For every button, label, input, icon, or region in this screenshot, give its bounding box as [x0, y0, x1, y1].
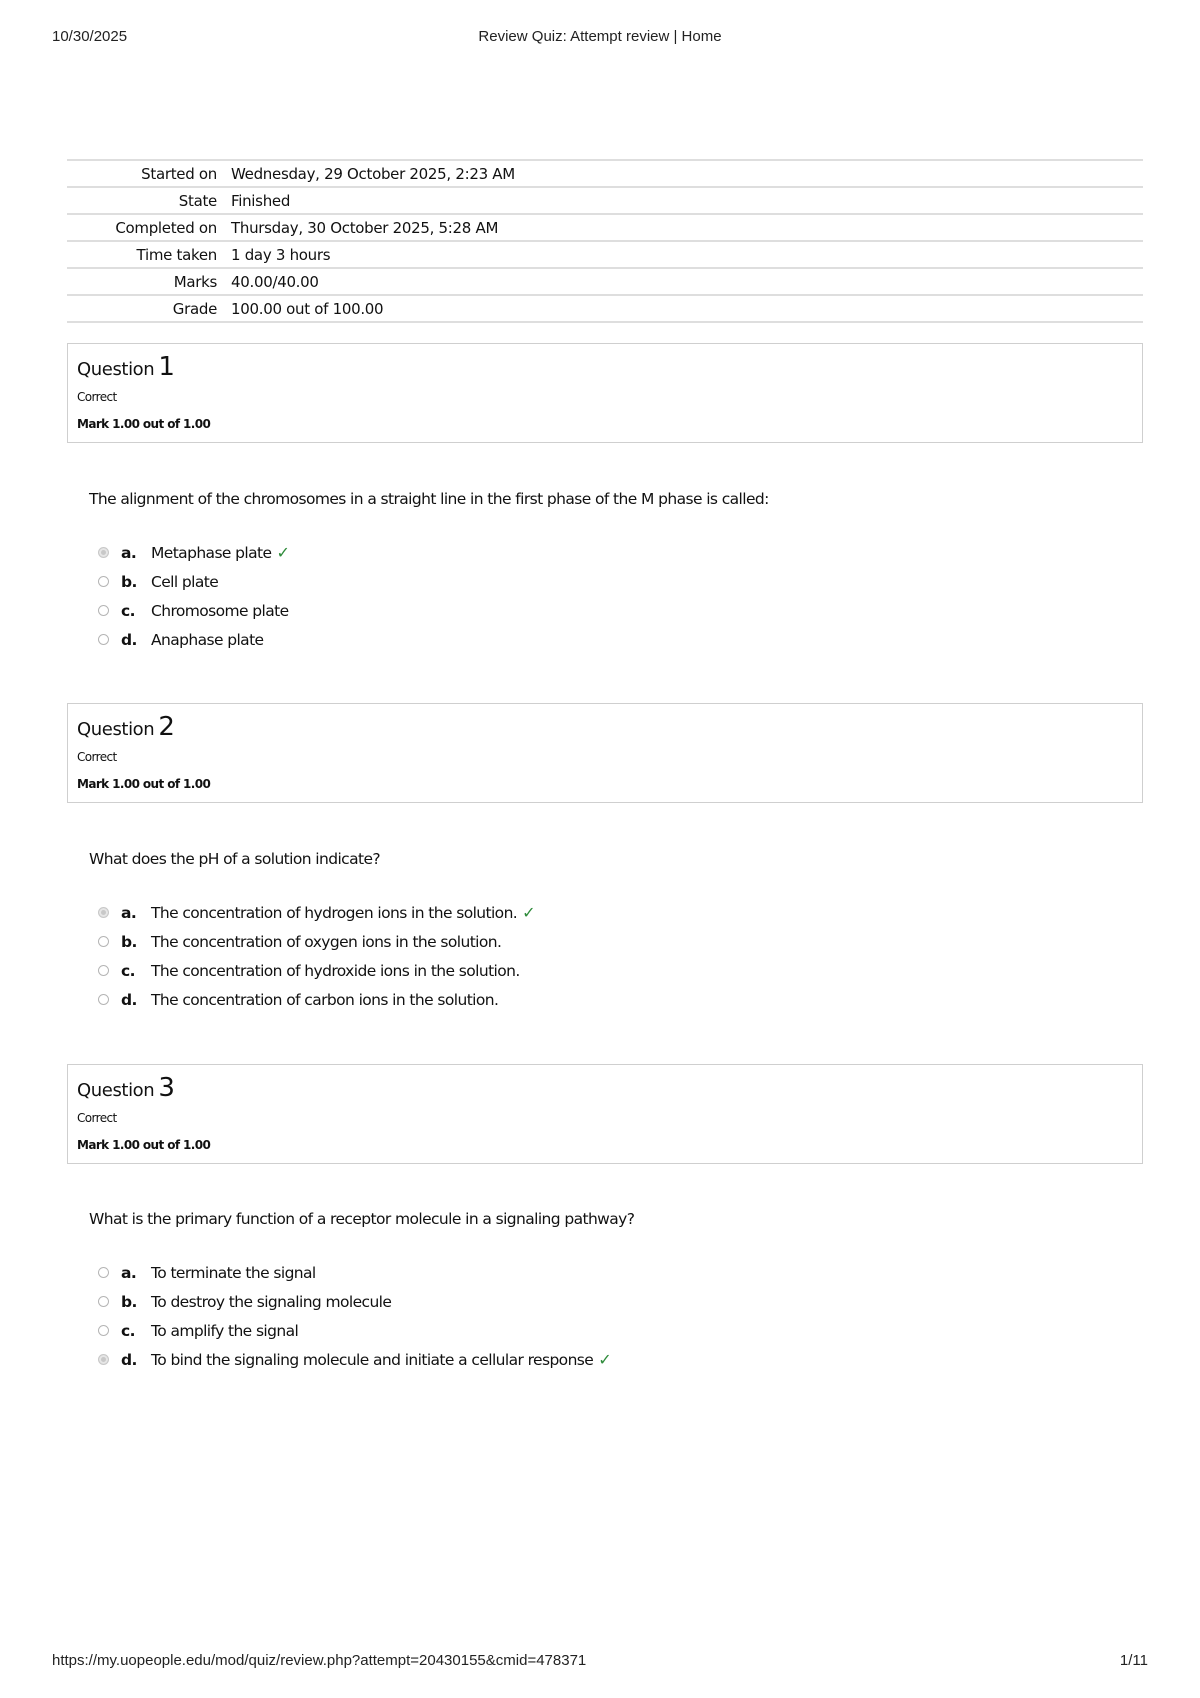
answer-text: The concentration of carbon ions in the solution.: [151, 990, 499, 1009]
answer-option[interactable]: [98, 898, 535, 927]
answer-text: The concentration of hydroxide ions in the solution.: [151, 961, 520, 980]
answer-option[interactable]: [98, 1316, 611, 1345]
summary-label: Marks: [173, 272, 217, 291]
answer-letter: b.: [121, 932, 137, 951]
question-state: Correct: [77, 390, 117, 404]
summary-row-marks: [67, 268, 1143, 295]
answer-text: Metaphase plate: [151, 543, 272, 562]
question-info-3: [67, 1064, 1143, 1164]
answer-letter: b.: [121, 572, 137, 591]
summary-value: Wednesday, 29 October 2025, 2:23 AM: [231, 164, 515, 183]
radio-icon[interactable]: [98, 547, 109, 558]
page-title: Review Quiz: Attempt review | Home: [478, 28, 722, 45]
question-label: Question: [77, 719, 155, 740]
answer-option[interactable]: [98, 1345, 611, 1374]
summary-label: Grade: [172, 299, 217, 318]
answer-option[interactable]: [98, 956, 535, 985]
page-number: 1/11: [1119, 1652, 1148, 1669]
radio-icon[interactable]: [98, 965, 109, 976]
question-number: [77, 1073, 174, 1103]
question-text-1: The alignment of the chromosomes in a straight line in the first phase of the M phase is called:: [89, 490, 769, 508]
summary-row-completed: [67, 214, 1143, 241]
summary-label: Completed on: [115, 218, 217, 237]
answer-text: The concentration of oxygen ions in the solution.: [151, 932, 502, 951]
answer-letter: c.: [121, 601, 135, 620]
summary-label: Time taken: [136, 245, 217, 264]
answer-text: To amplify the signal: [151, 1321, 299, 1340]
question-info-2: [67, 703, 1143, 803]
summary-row-grade: [67, 295, 1143, 322]
question-grade: Mark 1.00 out of 1.00: [77, 777, 211, 791]
summary-label: State: [178, 191, 217, 210]
summary-row-time-taken: [67, 241, 1143, 268]
answer-option[interactable]: [98, 985, 535, 1014]
attempt-summary-table: [67, 159, 1143, 323]
radio-icon[interactable]: [98, 1325, 109, 1336]
answer-text: Chromosome plate: [151, 601, 289, 620]
summary-value: 100.00 out of 100.00: [231, 299, 384, 318]
answer-letter: c.: [121, 1321, 135, 1340]
question-label: Question: [77, 1080, 155, 1101]
answer-option[interactable]: [98, 596, 289, 625]
question-info-1: [67, 343, 1143, 443]
radio-icon[interactable]: [98, 1296, 109, 1307]
radio-icon[interactable]: [98, 605, 109, 616]
question-number: [77, 712, 174, 742]
summary-label: Started on: [141, 164, 217, 183]
answer-letter: c.: [121, 961, 135, 980]
question-number: [77, 352, 174, 382]
page-url: https://my.uopeople.edu/mod/quiz/review.php?attempt=20430155&cmid=478371: [52, 1652, 587, 1669]
answer-list-2: [98, 898, 535, 1014]
answer-letter: a.: [121, 543, 137, 562]
summary-value: 40.00/40.00: [231, 272, 319, 291]
summary-row-started: [67, 160, 1143, 187]
check-icon: ✓: [522, 903, 535, 922]
summary-value: 1 day 3 hours: [231, 245, 331, 264]
answer-option[interactable]: [98, 1287, 611, 1316]
check-icon: ✓: [276, 543, 290, 562]
answer-letter: d.: [121, 1350, 137, 1369]
question-state: Correct: [77, 1111, 117, 1125]
radio-icon[interactable]: [98, 907, 109, 918]
radio-icon[interactable]: [98, 1267, 109, 1278]
radio-icon[interactable]: [98, 1354, 109, 1365]
answer-letter: d.: [121, 630, 137, 649]
question-state: Correct: [77, 750, 117, 764]
print-footer: [52, 1652, 1148, 1669]
print-header: [52, 28, 1148, 45]
answer-option[interactable]: [98, 625, 289, 654]
answer-text: To bind the signaling molecule and initiate a cellular response: [151, 1350, 594, 1369]
question-number-value: 3: [158, 1073, 175, 1103]
answer-option[interactable]: [98, 927, 535, 956]
question-grade: Mark 1.00 out of 1.00: [77, 417, 211, 431]
answer-list-3: [98, 1258, 611, 1374]
question-text-3: What is the primary function of a receptor molecule in a signaling pathway?: [89, 1210, 635, 1228]
question-label: Question: [77, 359, 155, 380]
answer-text: To terminate the signal: [151, 1263, 316, 1282]
answer-letter: a.: [121, 1263, 137, 1282]
answer-letter: d.: [121, 990, 137, 1009]
radio-icon[interactable]: [98, 634, 109, 645]
answer-text: To destroy the signaling molecule: [151, 1292, 392, 1311]
answer-text: Anaphase plate: [151, 630, 264, 649]
print-date: 10/30/2025: [52, 28, 128, 45]
radio-icon[interactable]: [98, 994, 109, 1005]
question-number-value: 1: [158, 352, 175, 382]
radio-icon[interactable]: [98, 936, 109, 947]
summary-value: Finished: [231, 191, 291, 210]
question-text-2: What does the pH of a solution indicate?: [89, 850, 381, 868]
answer-option[interactable]: [98, 1258, 611, 1287]
radio-icon[interactable]: [98, 576, 109, 587]
summary-row-state: [67, 187, 1143, 214]
answer-option[interactable]: [98, 538, 289, 567]
answer-letter: b.: [121, 1292, 137, 1311]
question-grade: Mark 1.00 out of 1.00: [77, 1138, 211, 1152]
answer-list-1: [98, 538, 289, 654]
answer-option[interactable]: [98, 567, 289, 596]
check-icon: ✓: [598, 1350, 612, 1369]
answer-text: The concentration of hydrogen ions in the solution.: [151, 903, 518, 922]
question-number-value: 2: [158, 712, 175, 742]
answer-letter: a.: [121, 903, 137, 922]
answer-text: Cell plate: [151, 572, 219, 591]
summary-value: Thursday, 30 October 2025, 5:28 AM: [231, 218, 499, 237]
